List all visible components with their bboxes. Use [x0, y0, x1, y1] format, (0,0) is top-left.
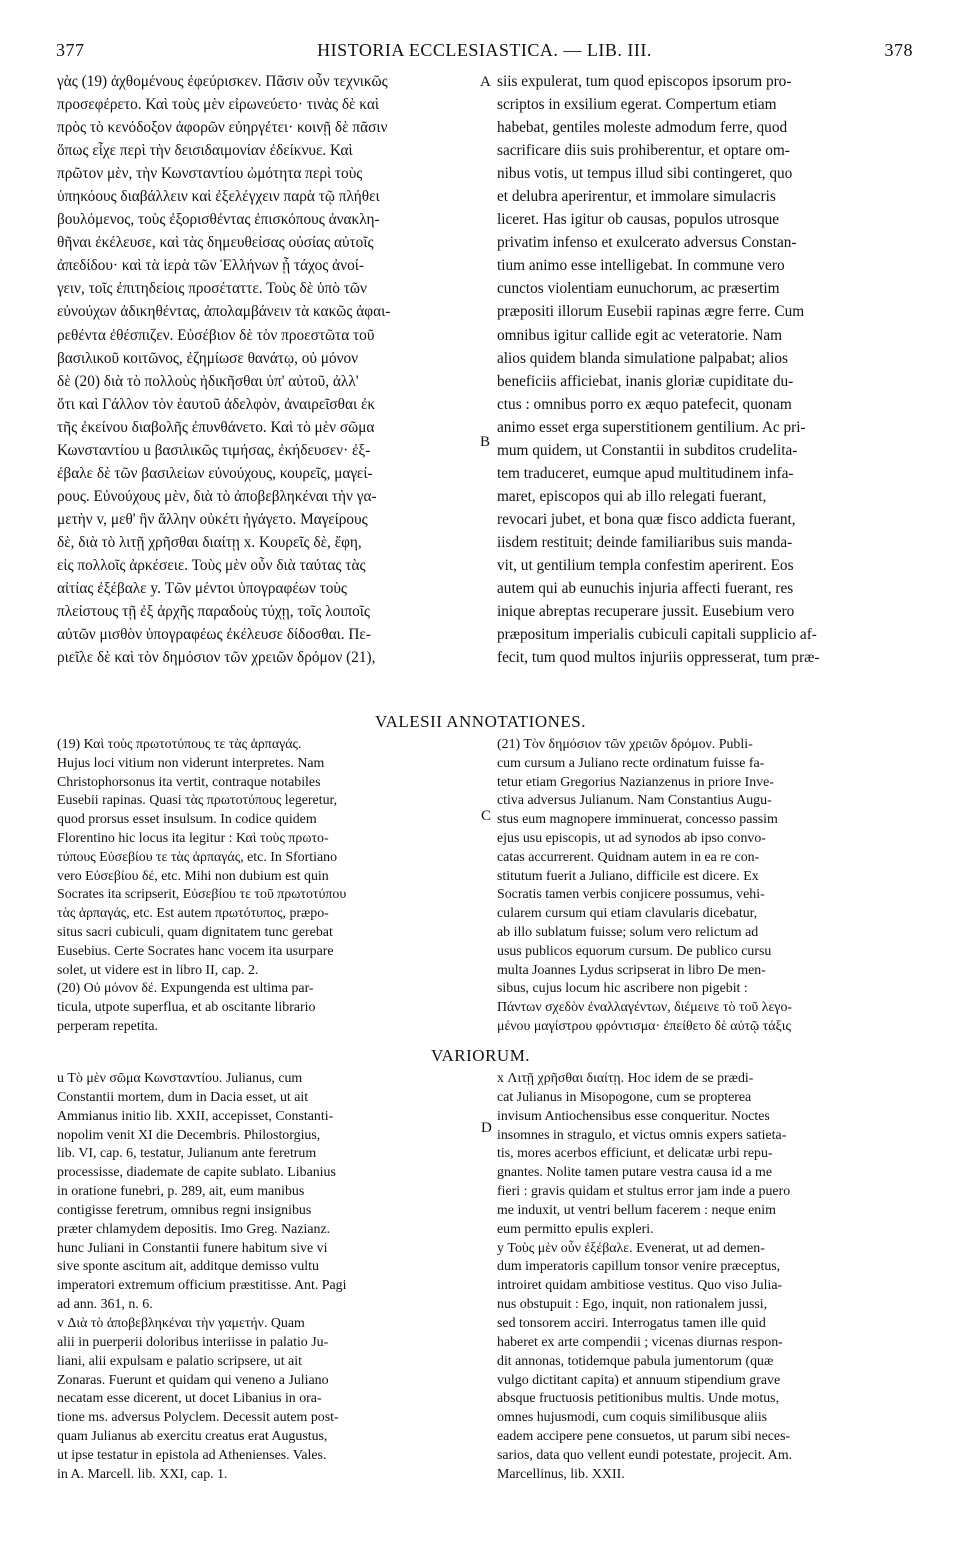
- text-line: θῆναι ἐκέλευσε, καὶ τὰς δημευθείσας οὐσίας αὐτοῖς: [57, 234, 374, 252]
- text-line: ριεῖλε δὲ καὶ τὸν δημόσιον τῶν χρειῶν δρόμον (21),: [57, 649, 376, 667]
- text-line: αὐτῶν μισθὸν ὑπογραφέως ἐκέλευσε δίδοσθαι. Πε-: [57, 626, 371, 644]
- text-line: ut ipse testatur in epistola ad Athenienses. Vales.: [57, 1447, 327, 1463]
- text-line: ρεθέντα ἐθέσπιζεν. Εὐσέβιον δὲ τὸν προεστῶτα τοῦ: [57, 326, 375, 344]
- text-line: μένου μαγίστρου φρόντισμα· ἐπείθετο δὲ αὐτῷ τάξις: [497, 1018, 791, 1034]
- text-line: me induxit, ut ventri bellum facerem : neque enim: [497, 1202, 776, 1218]
- text-line: haberet ex arte compendii ; vicenas diurnas respon-: [497, 1334, 783, 1350]
- variorum-notes-right-column: [497, 1070, 921, 1485]
- text-line: præter chlamydem depositis. Imo Greg. Nazianz.: [57, 1221, 331, 1237]
- text-line: præpositi illorum Eusebii rapinas ægre ferre. Cum: [497, 303, 805, 321]
- text-line: insomnes in stragulo, et victus omnis expers satieta-: [497, 1127, 787, 1143]
- text-line: necatam esse dicerent, ut docet Libanius in ora-: [57, 1391, 322, 1407]
- text-line: in A. Marcell. lib. XXI, cap. 1.: [57, 1466, 228, 1482]
- text-line: quod prorsus esset insulsum. In codice quidem: [57, 812, 317, 828]
- text-line: y Τοὺς μὲν οὖν ἐξέβαλε. Evenerat, ut ad demen-: [497, 1240, 765, 1256]
- text-line: nibus votis, ut tempus illud sibi contingeret, quo: [497, 165, 793, 183]
- running-title: HISTORIA ECCLESIASTICA. — LIB. III.: [317, 40, 652, 60]
- variorum-heading: VARIORUM.: [430, 1046, 531, 1065]
- text-line: absque fructuosis petitionibus multis. Unde motus,: [497, 1391, 780, 1407]
- text-line: πλείστους τῇ ἐξ ἀρχῆς παραδοὺς τύχῃ, τοῖς λοιποῖς: [57, 603, 370, 621]
- text-line: situs sacri cubiculi, quam dignitatem tunc gerebat: [57, 924, 333, 940]
- valesii-notes-left-column: [57, 736, 475, 1037]
- text-line: ρους. Εὐνούχους μὲν, διὰ τὸ ἀποβεβληκέναι τὴν γα-: [57, 487, 377, 505]
- text-line: maret, episcopos qui ab illo relegati fuerant,: [497, 487, 767, 505]
- text-line: (20) Οὐ μόνον δέ. Expungenda est ultima par-: [57, 981, 314, 997]
- text-line: catas accurrerent. Quidnam autem in ea re con-: [497, 849, 760, 865]
- text-line: alios quidem blanda simulatione palpabat; alios: [497, 349, 788, 367]
- text-line: in oratione funebri, p. 289, ait, eum manibus: [57, 1184, 305, 1200]
- text-line: cunctos violentiam eunuchorum, ac præsertim: [497, 280, 780, 298]
- text-line: Hujus loci vitium non viderunt interpretes. Nam: [57, 755, 325, 771]
- valesii-notes-right-column: [497, 736, 921, 1037]
- text-line: Florentino hic locus ita legitur : Καὶ τοὺς πρωτο-: [57, 830, 329, 846]
- text-line: ὅπως εἶχε περὶ τὴν δεισιδαιμονίαν ἐδείκνυε. Καὶ: [57, 142, 353, 160]
- text-line: hunc Juliani in Constantii funere habitum sive vi: [57, 1240, 328, 1256]
- text-line: sed tonsorem acciri. Interrogatus tamen ille quid: [497, 1315, 766, 1331]
- text-line: πρὸς τὸ κενόδοξον ἀφορῶν εὐηργέτει· κοινῇ δὲ πᾶσιν: [57, 119, 388, 137]
- text-line: Marcellinus, lib. XXII.: [497, 1466, 625, 1482]
- text-line: (19) Καὶ τοὺς πρωτοτύπους τε τὰς ἁρπαγάς.: [57, 737, 302, 752]
- text-line: fecit, tum quod multos injuriis oppresserat, tum præ-: [497, 649, 820, 667]
- text-line: tem traduceret, eumque apud multitudinem infa-: [497, 464, 794, 482]
- text-line: liani, alii expulsam e palatio scripsere, ut ait: [57, 1353, 302, 1369]
- text-line: omnibus igitur callide egit ac veteratorie. Nam: [497, 326, 783, 344]
- text-line: ἀπεδίδου· καὶ τὰ ἱερὰ τῶν Ἑλλήνων ᾗ τάχος ἀνοί-: [57, 257, 364, 275]
- text-line: quam Julianus ab exercitu creatus erat Augustus,: [57, 1429, 328, 1445]
- text-line: revocari jubet, et bona quæ fisco addicta fuerant,: [497, 510, 796, 528]
- text-line: tetur etiam Gregorius Nazianzenus in priore Inve-: [497, 774, 774, 790]
- text-line: nopolim venit XI die Decembris. Philostorgius,: [57, 1127, 321, 1143]
- text-line: προσεφέρετο. Καὶ τοὺς μὲν εἰρωνεύετο· τινὰς δὲ καὶ: [57, 96, 380, 114]
- text-line: εἰς πολλοῖς ἀρκέσειε. Τοὺς μὲν οὖν διὰ ταύτας τὰς: [57, 556, 366, 574]
- text-line: sive sponte ascitum ait, additque demisso vultu: [57, 1259, 319, 1275]
- text-line: siis expulerat, tum quod episcopos ipsorum pro-: [497, 73, 792, 90]
- text-line: autem qui ab eunuchis injuria affecti fuerant, res: [497, 580, 794, 598]
- text-line: dit annonas, totidemque pabula jumentorum (quæ: [497, 1353, 774, 1369]
- text-line: ctiva adversus Julianum. Nam Constantius Augu-: [497, 793, 772, 809]
- text-line: sibus, cujus locum hic ascribere non pigebit :: [497, 981, 748, 997]
- text-line: εὐνούχων ἀδικηθέντας, ἀπολαμβάνειν τὰ κακῶς ἀφαι-: [57, 303, 391, 321]
- text-line: lib. VI, cap. 6, testatur, Julianum ante feretrum: [57, 1146, 317, 1162]
- text-line: tis, mores acerbos efficiunt, et delicatæ urbi repu-: [497, 1146, 773, 1162]
- text-line: dum imperatoris capillum tonsor venire præceptus,: [497, 1259, 781, 1275]
- text-line: πρῶτον μὲν, τὴν Κωνσταντίου ὠμότητα περὶ τοὺς: [57, 165, 363, 183]
- text-line: βουλόμενος, τοὺς ἐξορισθέντας ἐπισκόπους ἀνακλη-: [57, 211, 380, 229]
- text-line: præpositum imperialis cubiculi capitali supplicio af-: [497, 626, 817, 644]
- text-line: perperam repetita.: [57, 1018, 159, 1034]
- text-line: (21) Τὸν δημόσιον τῶν χρειῶν δρόμον. Publi-: [497, 737, 753, 752]
- text-line: habebat, gentiles moleste admodum ferre, quod: [497, 119, 788, 137]
- text-line: ctus : omnibus porro ex æquo patefecit, quonam: [497, 395, 792, 413]
- text-line: sacrificare diis suis prohiberentur, et optare om-: [497, 142, 790, 160]
- text-line: Eusebii rapinas. Quasi τὰς πρωτοτύπους legeretur,: [57, 793, 338, 809]
- text-line: fieri : gravis quidam et stultus error jam inde a puero: [497, 1184, 791, 1200]
- text-line: stus eum magnopere imminuerat, concesso passim: [497, 812, 778, 828]
- text-line: Constantii mortem, dum in Dacia esset, ut ait: [57, 1089, 309, 1105]
- text-line: tium animo esse intelligebat. In commune vero: [497, 257, 785, 275]
- page-number-left: 377: [56, 40, 85, 60]
- text-line: Zonaras. Fuerunt et quidam qui veneno a Juliano: [57, 1372, 329, 1388]
- text-line: τῆς ἐκείνου διαβολῆς ἐπυνθάνετο. Καὶ τὸ μὲν σῶμα: [57, 418, 375, 436]
- text-line: γὰς (19) ἀχθομένους ἐφεύρισκεν. Πᾶσιν οὖν τεχνικῶς: [57, 73, 388, 90]
- text-line: imperatori extremum officium præstitisse. Ant. Pagi: [57, 1278, 347, 1294]
- text-line: processisse, diademate de capite sublato. Libanius: [57, 1165, 336, 1181]
- text-line: ticula, utpote superflua, et ab oscitante librario: [57, 1000, 316, 1016]
- text-line: alii in puerperii doloribus interiisse in palatio Ju-: [57, 1334, 329, 1350]
- text-line: ὑπηκόους διαβάλλειν καὶ ἐξελέγχειν παρὰ τῷ πλήθει: [57, 188, 380, 206]
- valesii-heading: VALESII ANNOTATIONES.: [375, 712, 586, 731]
- text-line: sarios, data quo vellent eundi potestate, projecit. Am.: [497, 1447, 793, 1463]
- page-number-right: 378: [884, 40, 913, 60]
- text-line: έβαλε δὲ τῶν βασιλείων εὐνούχους, κουρεῖς, μαγεί-: [57, 464, 373, 482]
- text-line: γειν, τοῖς ἐπιτηδείοις προσέταττε. Τοὺς δὲ ὑπὸ τῶν: [57, 280, 367, 298]
- text-line: vulgo dictitant capita) et annuum stipendium grave: [497, 1372, 781, 1388]
- main-text-greek-column: [57, 70, 475, 669]
- text-line: βασιλικοῦ κοιτῶνος, ἐζημίωσε θανάτῳ, οὐ μόνον: [57, 349, 359, 367]
- text-line: eadem accipere pene consuetos, ut parum sibi neces-: [497, 1429, 791, 1445]
- text-line: δὲ (20) διὰ τὸ πολλοὺς ἠδικῆσθαι ὑπ' αὐτοῦ, ἀλλ': [57, 372, 359, 390]
- text-line: Ammianus initio lib. XXII, accepisset, Constanti-: [57, 1108, 334, 1124]
- text-line: beneficiis afficiebat, inanis gloriæ cupiditate du-: [497, 372, 794, 390]
- text-line: cat Julianus in Misopogone, cum se propterea: [497, 1089, 752, 1105]
- margin-marker-d: D: [481, 1120, 492, 1136]
- text-line: nus obstupuit : Ego, inquit, non rationalem jussi,: [497, 1297, 768, 1313]
- main-text-latin-column: [497, 70, 921, 669]
- text-line: solet, ut videre est in libro II, cap. 2.: [57, 962, 259, 978]
- margin-marker-a: A: [480, 74, 491, 90]
- text-line: ab illo sublatum fuisse; solum vero relictum ad: [497, 924, 759, 940]
- text-line: gnantes. Nolite tamen putare vestra causa id a me: [497, 1165, 773, 1181]
- text-line: vit, ut gentilium templa confestim aperirent. Eos: [497, 556, 794, 574]
- text-line: tione ms. adversus Polyclem. Decessit autem post-: [57, 1410, 339, 1426]
- text-line: Socratis tamen verbis conjicere possumus, vehi-: [497, 887, 765, 903]
- text-line: multa Joannes Lydus scripserat in libro De men-: [497, 962, 766, 978]
- text-line: mum quidem, ut Constantii in subditos crudelita-: [497, 441, 798, 459]
- margin-marker-c: C: [481, 808, 492, 824]
- text-line: omnes hujusmodi, cum coquis similibusque aliis: [497, 1410, 768, 1426]
- text-line: et delubra aperirentur, et immolare simulacris: [497, 188, 776, 206]
- text-line: introiret quidam ambitiose vestitus. Quo viso Julia-: [497, 1278, 783, 1294]
- text-line: Eusebius. Certe Socrates hanc vocem ita usurpare: [57, 943, 334, 959]
- text-line: inique abreptas recuperare jussit. Eusebium vero: [497, 603, 795, 621]
- text-line: τύπους Εὐσεβίου τε τὰς ἁρπαγάς, etc. In Sfortiano: [57, 849, 338, 865]
- text-line: usus publicos equorum cursum. De publico cursu: [497, 943, 772, 959]
- text-line: ὅτι καὶ Γάλλον τὸν ἑαυτοῦ ἀδελφὸν, ἀναιρεῖσθαι ἐκ: [57, 395, 376, 413]
- text-line: scriptos in exsilium egerat. Compertum etiam: [497, 96, 777, 114]
- text-line: animo esset erga superstitionem gentilium. Ac pri-: [497, 418, 806, 436]
- text-line: τὰς ἁρπαγάς, etc. Est autem πρωτότυπος, præpo-: [57, 906, 329, 922]
- text-line: δὲ, διὰ τὸ λιτῇ χρῆσθαι διαίτῃ x. Κουρεῖς δὲ, ἔφη,: [57, 533, 362, 551]
- text-line: μετὴν v, μεθ' ἣν ἄλλην οὐκέτι ἠγάγετο. Μαγείρους: [57, 510, 368, 528]
- text-line: Christophorsonus ita vertit, contraque notabiles: [57, 774, 321, 790]
- margin-marker-b: B: [480, 434, 491, 450]
- text-line: ejus usu episcopis, ut ad synodos ab ipso convo-: [497, 830, 766, 846]
- text-line: Πάντων σχεδὸν ἐναλλαγέντων, διέμεινε τὸ τοῦ λεγο-: [497, 1000, 793, 1016]
- text-line: Socrates ita scripserit, Εὐσεβίου τε τοῦ πρωτοτύπου: [57, 887, 347, 903]
- text-line: iisdem restituit; deinde familiaribus suis manda-: [497, 533, 793, 551]
- text-line: contigisse feretrum, omnibus regni insignibus: [57, 1202, 312, 1218]
- text-line: stitutum fuerit a Juliano, difficile est dicere. Ex: [497, 868, 759, 884]
- text-line: Κωνσταντίου u βασιλικῶς τιμήσας, ἐκήδευσεν· ἐξ-: [57, 441, 371, 459]
- text-line: v Διὰ τὸ ἀποβεβληκέναι τὴν γαμετήν. Quam: [57, 1315, 305, 1331]
- text-line: αἰτίας ἐξέβαλε y. Τῶν μέντοι ὑπογραφέων τοὺς: [57, 580, 347, 598]
- text-line: liceret. Has igitur ob causas, populos utrosque: [497, 211, 780, 229]
- text-line: invisum Antiochensibus esse conqueritur. Noctes: [497, 1108, 770, 1124]
- text-line: cum cursum a Juliano recte ordinatum fuisse fa-: [497, 755, 765, 771]
- text-line: ad ann. 361, n. 6.: [57, 1297, 153, 1313]
- text-line: u Τὸ μὲν σῶμα Κωνσταντίου. Julianus, cum: [57, 1071, 303, 1086]
- text-line: x Λιτῇ χρῆσθαι διαίτῃ. Hoc idem de se prædi-: [497, 1071, 754, 1086]
- text-line: cularem cursum qui etiam clavularis dicebatur,: [497, 906, 758, 922]
- variorum-notes-left-column: [57, 1070, 475, 1485]
- text-line: vero Εὐσεβίου δέ, etc. Mihi non dubium est quin: [57, 868, 329, 884]
- text-line: privatim infenso et exulcerato adversus Constan-: [497, 234, 797, 252]
- running-header: [56, 40, 913, 64]
- text-line: eum permitto epulis expleri.: [497, 1221, 654, 1237]
